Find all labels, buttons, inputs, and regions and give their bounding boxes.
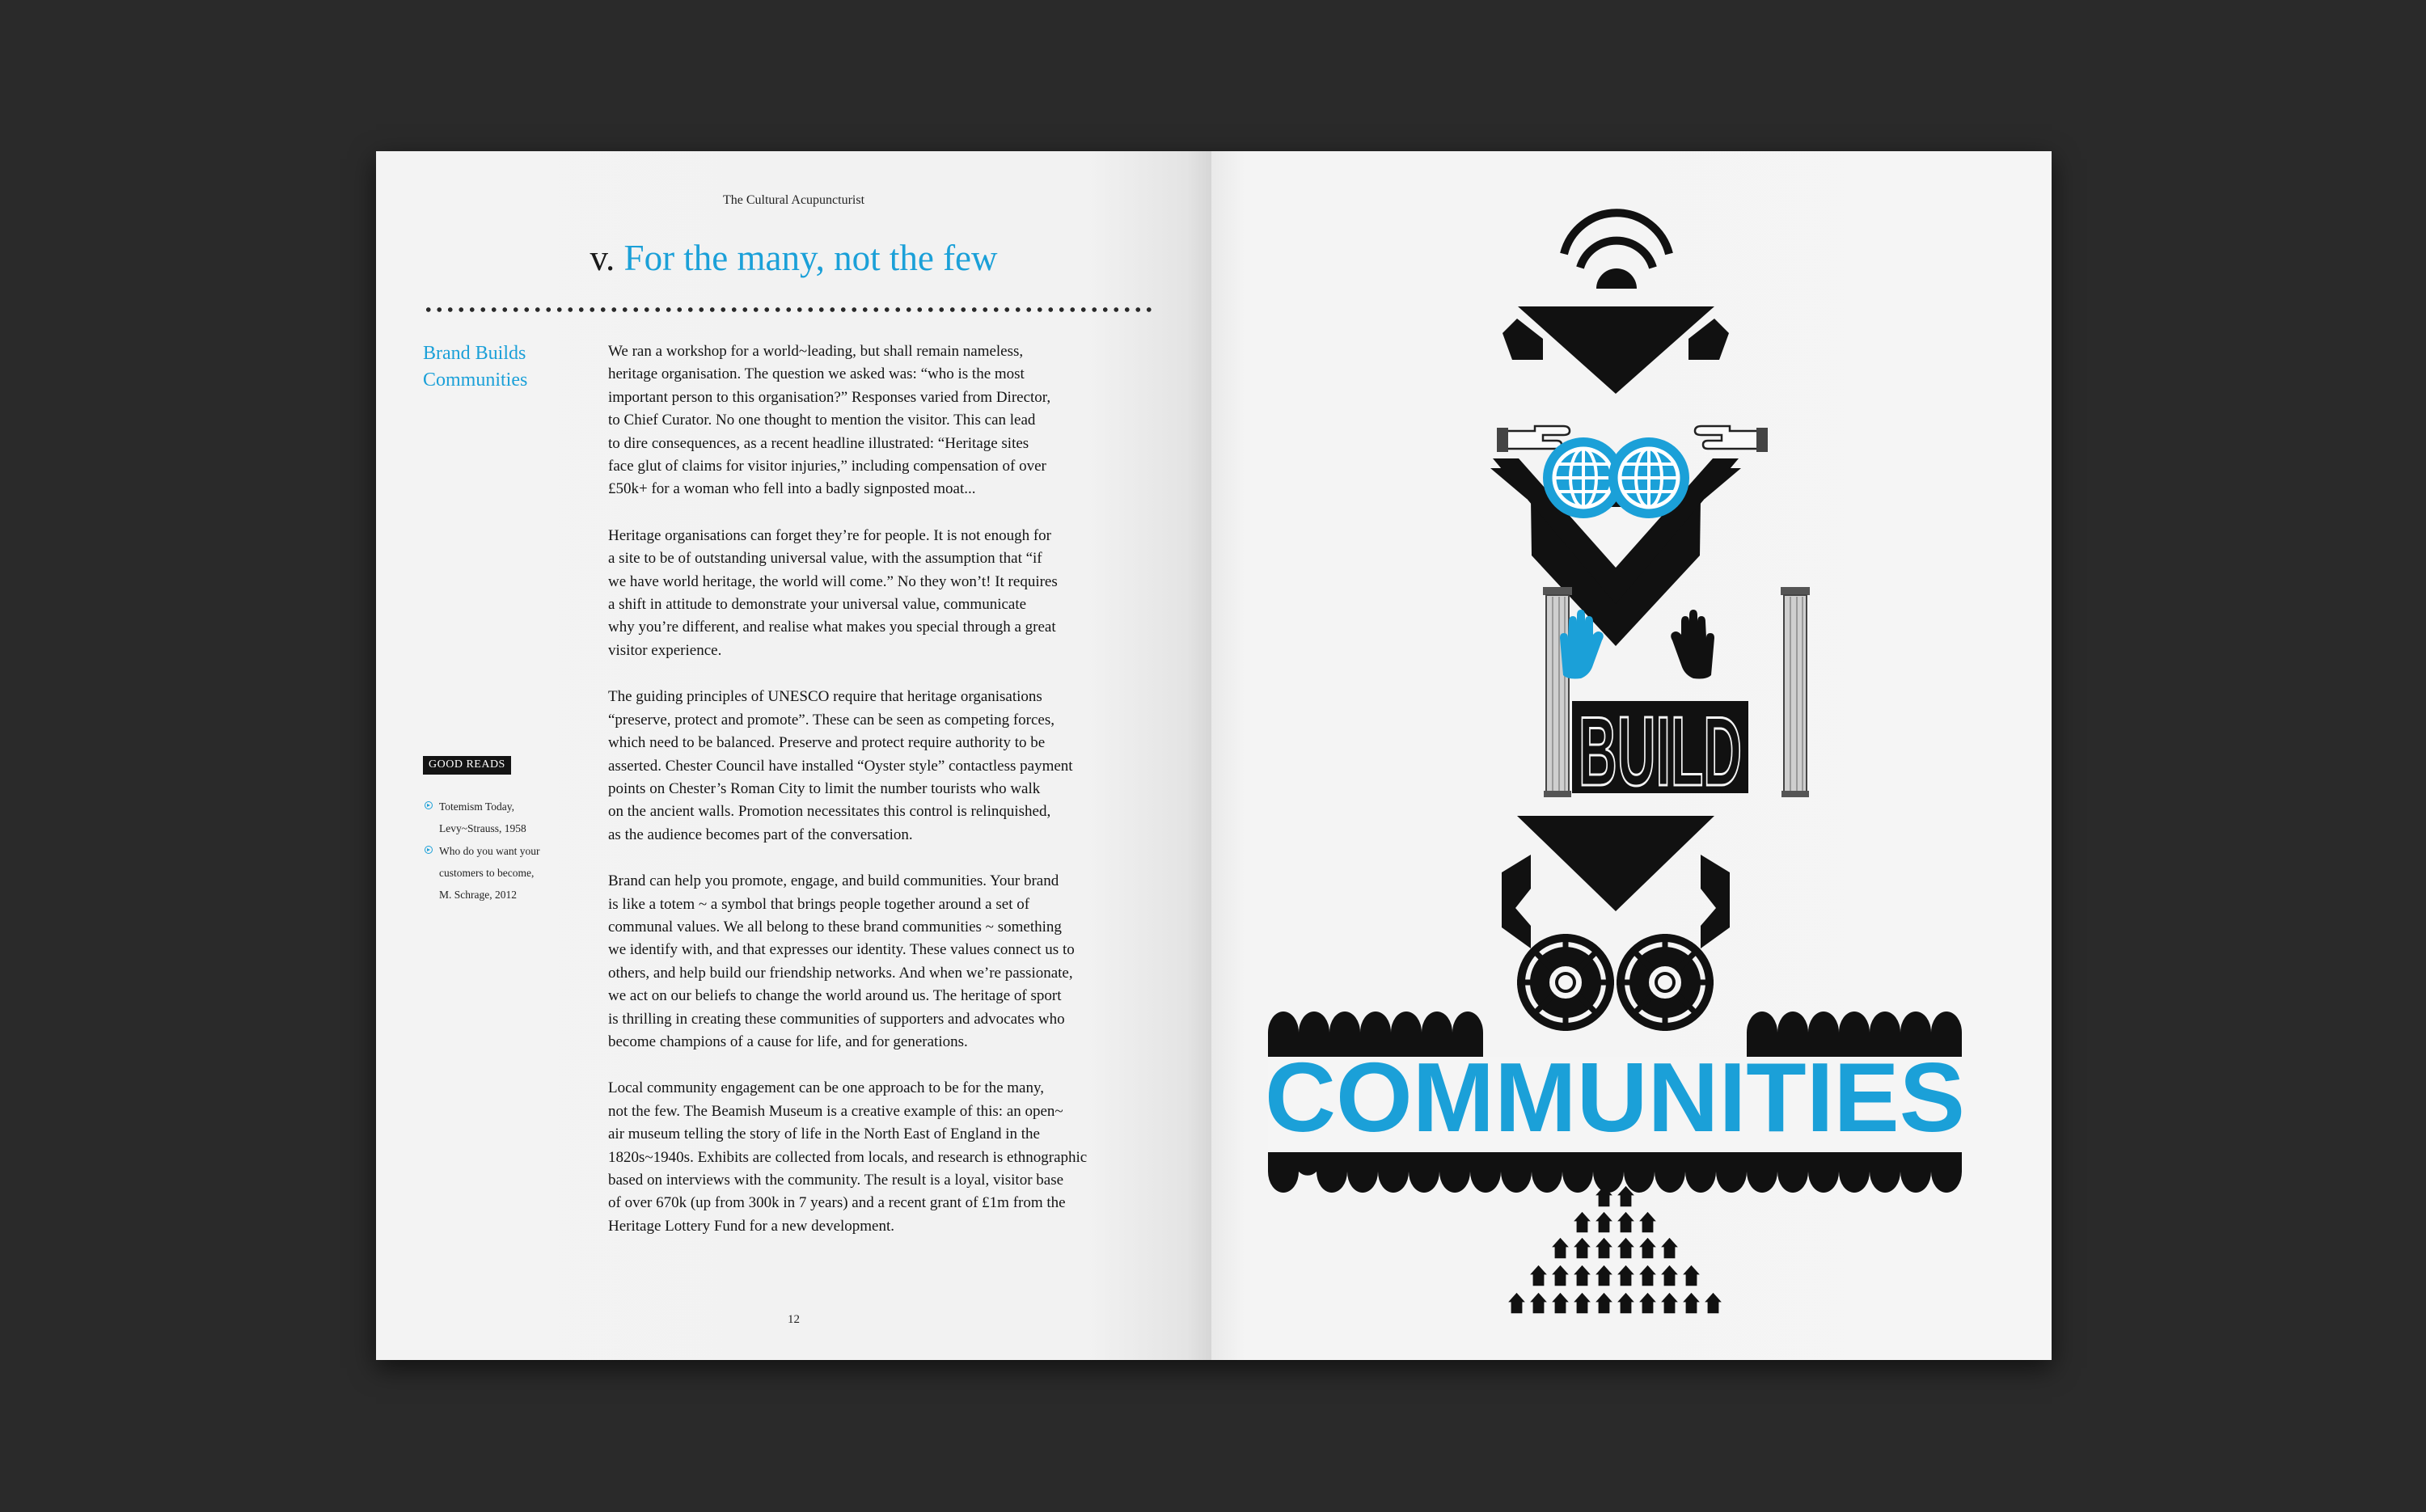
house-icon [1639, 1212, 1656, 1232]
dotted-divider [423, 306, 1154, 313]
house-icon [1574, 1265, 1591, 1286]
body-line: we have world heritage, the world will come.” No they won’t! It requires [608, 572, 1058, 590]
body-paragraph [608, 686, 1158, 847]
body-line: We ran a workshop for a world~leading, but shall remain nameless, [608, 343, 1024, 360]
houses-icon-group [1508, 1186, 1722, 1313]
good-reads-list [423, 796, 577, 906]
body-line: air museum telling the story of life in the North East of England in the [608, 1126, 1040, 1143]
wifi-icon [1564, 213, 1669, 289]
read-item-line: Levy~Strauss, 1958 [439, 822, 526, 834]
body-line: “preserve, protect and promote”. These can be seen as competing forces, [608, 711, 1055, 729]
totem-illustration [1211, 151, 2052, 1360]
body-paragraph [608, 1077, 1158, 1238]
side-heading-line: Brand Builds [423, 343, 526, 364]
body-line: a site to be of outstanding universal value, with the assumption that “if [608, 550, 1042, 568]
body-paragraph [608, 340, 1158, 501]
list-item [423, 840, 577, 906]
body-line: Heritage organisations can forget they’re for people. It is not enough for [608, 526, 1052, 544]
body-text [608, 340, 1158, 1261]
body-line: visitor experience. [608, 641, 722, 659]
house-icon [1661, 1238, 1678, 1258]
house-icon [1617, 1212, 1634, 1232]
list-item [423, 796, 577, 839]
body-line: others, and help build our friendship networks. And when we’re passionate, [608, 964, 1073, 982]
house-icon [1617, 1238, 1634, 1258]
totem-word-communities: COMMUNITIES [1265, 1042, 1965, 1152]
body-line: why you’re different, and realise what makes you special through a great [608, 619, 1056, 636]
house-icon [1530, 1265, 1547, 1286]
page-number: 12 [788, 1313, 800, 1326]
house-icon [1661, 1265, 1678, 1286]
body-line: is like a totem ~ a symbol that brings people together around a set of [608, 895, 1030, 913]
house-icon [1639, 1265, 1656, 1286]
body-line: on the ancient walls. Promotion necessitates this control is relinquished, [608, 803, 1051, 821]
side-heading [423, 340, 585, 394]
body-line: important person to this organisation?” Responses varied from Director, [608, 388, 1051, 406]
house-icon [1574, 1212, 1591, 1232]
body-line: is thrilling in creating these communities of supporters and advocates who [608, 1010, 1065, 1028]
house-icon [1552, 1265, 1569, 1286]
read-item-line: Who do you want your [439, 845, 540, 857]
body-line: become champions of a cause for life, and for generations. [608, 1033, 968, 1050]
left-page [376, 151, 1211, 1360]
body-line: which need to be balanced. Preserve and protect require authority to be [608, 734, 1046, 752]
house-icon [1595, 1293, 1612, 1313]
column-icon [1543, 587, 1572, 797]
house-icon [1595, 1238, 1612, 1258]
body-line: to Chief Curator. No one thought to mention the visitor. This can lead [608, 412, 1036, 429]
globe-icon [1608, 437, 1689, 518]
house-icon [1705, 1293, 1722, 1313]
body-line: points on Chester’s Roman City to limit the number tourists who walk [608, 779, 1041, 797]
chapter-title-text: For the many, not the few [623, 238, 998, 278]
running-head: The Cultural Acupuncturist [722, 193, 865, 207]
body-line: £50k+ for a woman who fell into a badly signposted moat... [608, 480, 976, 498]
read-item-line: M. Schrage, 2012 [439, 889, 517, 901]
body-line: not the few. The Beamish Museum is a creative example of this: an open~ [608, 1102, 1063, 1120]
totem-word-build: BUILD [1579, 696, 1742, 806]
good-reads-badge: GOOD READS [423, 756, 511, 775]
house-icon [1574, 1293, 1591, 1313]
read-item-line: Totemism Today, [439, 800, 514, 813]
magazine-spread [376, 151, 2052, 1360]
house-icon [1617, 1293, 1634, 1313]
column-icon [1781, 587, 1810, 797]
house-icon [1574, 1238, 1591, 1258]
house-icon [1639, 1293, 1656, 1313]
house-icon [1683, 1265, 1700, 1286]
house-icon [1595, 1265, 1612, 1286]
body-line: Local community engagement can be one approach to be for the many, [608, 1079, 1045, 1097]
body-line: The guiding principles of UNESCO require that heritage organisations [608, 688, 1042, 706]
body-line: face glut of claims for visitor injuries,” including compensation of over [608, 458, 1046, 475]
body-line: as the audience becomes part of the conversation. [608, 826, 913, 843]
body-paragraph [608, 525, 1158, 662]
house-icon [1552, 1293, 1569, 1313]
body-line: we identify with, and that expresses our identity. These values connect us to [608, 941, 1075, 959]
house-icon [1552, 1238, 1569, 1258]
house-icon [1508, 1293, 1525, 1313]
body-line: to dire consequences, as a recent headline illustrated: “Heritage sites [608, 434, 1029, 452]
chapter-numeral: v. [590, 238, 615, 278]
right-page [1211, 151, 2052, 1360]
body-line: of over 670k (up from 300k in 7 years) and a recent grant of £1m from the [608, 1194, 1066, 1212]
house-icon [1530, 1293, 1547, 1313]
body-line: a shift in attitude to demonstrate your universal value, communicate [608, 596, 1027, 614]
raised-hand-icon [1671, 610, 1714, 679]
house-icon [1617, 1265, 1634, 1286]
body-line: Heritage Lottery Fund for a new development. [608, 1217, 895, 1235]
pointing-hand-icon [1695, 426, 1768, 452]
body-line: heritage organisation. The question we asked was: “who is the most [608, 365, 1025, 383]
body-line: 1820s~1940s. Exhibits are collected from locals, and research is ethnographic [608, 1148, 1088, 1166]
house-icon [1661, 1293, 1678, 1313]
body-paragraph [608, 870, 1158, 1054]
body-line: Brand can help you promote, engage, and build communities. Your brand [608, 872, 1059, 890]
house-icon [1683, 1293, 1700, 1313]
chapter-title [376, 237, 1211, 279]
arrow-bullet-icon [425, 846, 433, 854]
side-heading-line: Communities [423, 370, 528, 391]
house-icon [1639, 1238, 1656, 1258]
arrow-bullet-icon [425, 801, 433, 809]
read-item-line: customers to become, [439, 867, 535, 879]
body-line: based on interviews with the community. The result is a loyal, visitor base [608, 1172, 1064, 1189]
house-icon [1595, 1212, 1612, 1232]
body-line: communal values. We all belong to these brand communities ~ something [608, 918, 1062, 935]
body-line: we act on our beliefs to change the world around us. The heritage of sport [608, 987, 1062, 1005]
body-line: asserted. Chester Council have installed “Oyster style” contactless payment [608, 757, 1073, 775]
